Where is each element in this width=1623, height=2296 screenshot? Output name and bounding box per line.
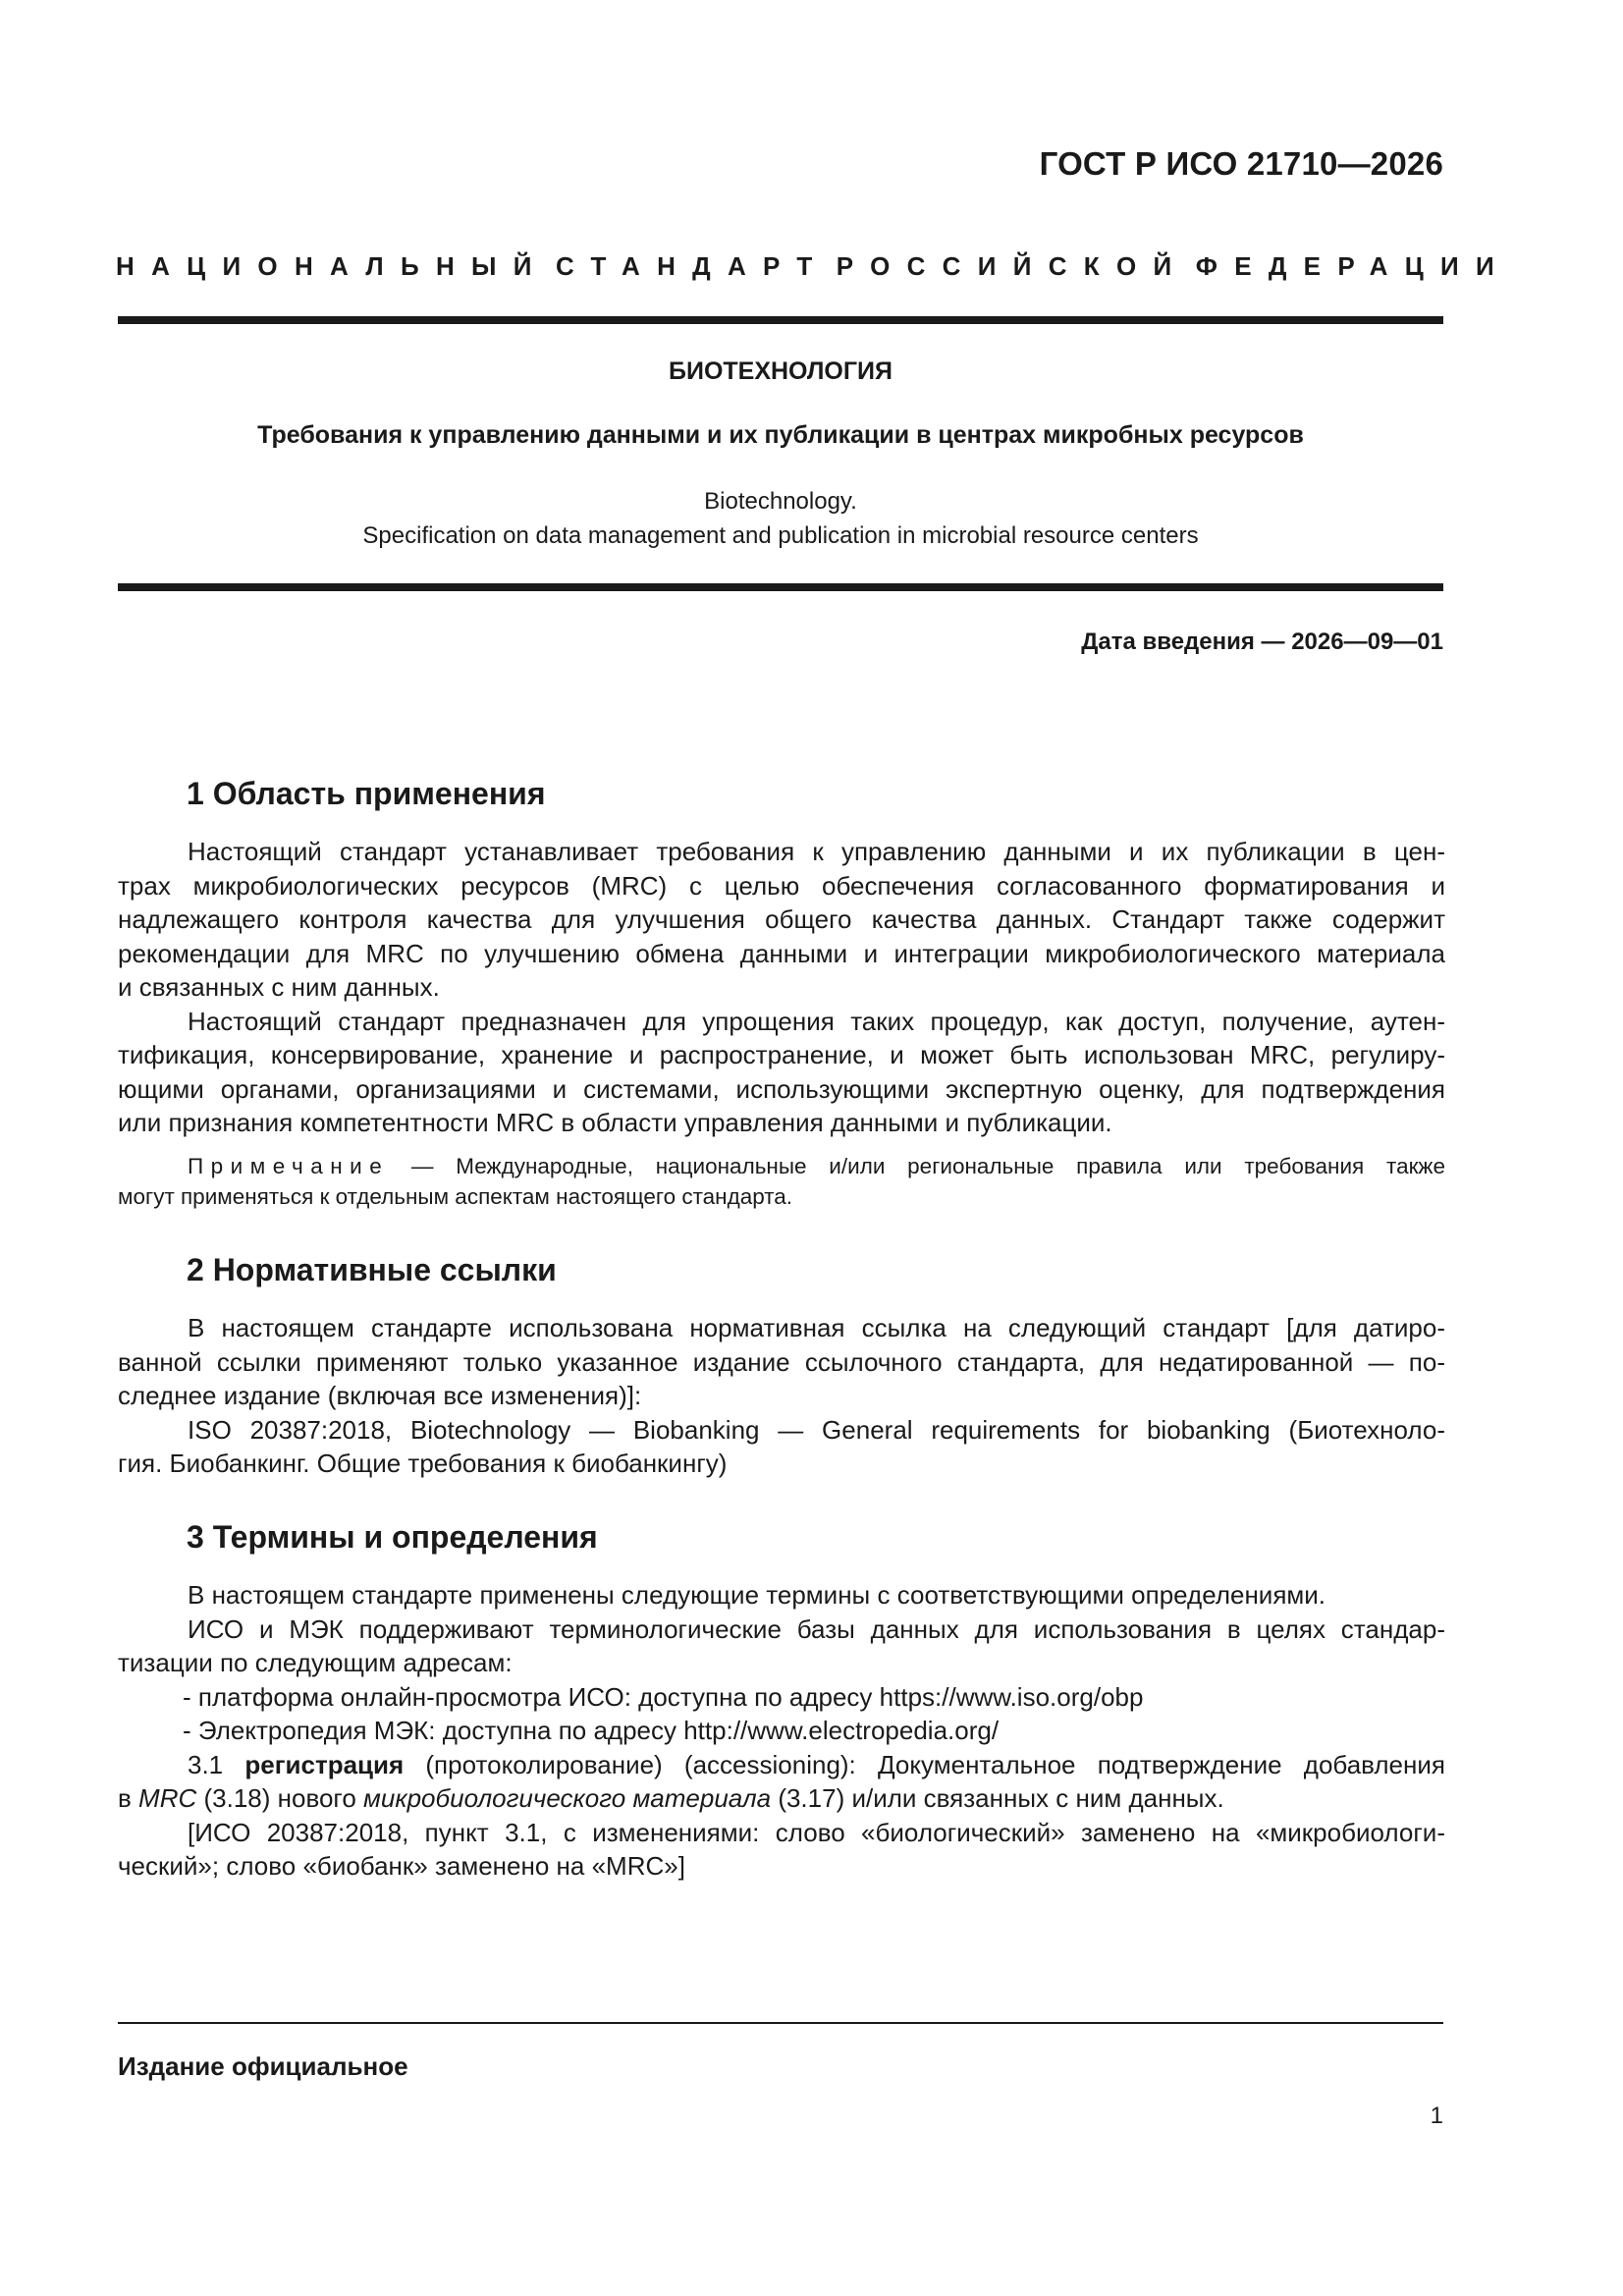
document-title: БИОТЕХНОЛОГИЯ	[669, 357, 893, 385]
text-line: следнее издание (включая все изменения)]:	[118, 1381, 642, 1410]
bullet-line: - Электропедия МЭК: доступна по адресу http://www.electropedia.org/	[183, 1716, 1000, 1745]
note-label: Примечание	[188, 1154, 390, 1178]
note-text: — Международные, национальные и/или региональные правила или требования также	[389, 1154, 1445, 1178]
title-rule	[118, 583, 1443, 591]
national-word: НАЦИОНАЛЬНЫЙ	[116, 251, 549, 281]
section-heading: 1 Область применения	[187, 776, 546, 811]
term-number: 3.1	[188, 1749, 245, 1779]
national-word: ФЕДЕРАЦИИ	[1195, 251, 1512, 281]
term-line	[118, 1748, 1445, 1782]
national-word: РОССИЙСКОЙ	[836, 251, 1189, 281]
note	[118, 1151, 1445, 1212]
text-line: или признания компетентности MRC в области управления данными и публикации.	[118, 1108, 1112, 1137]
text-line: В настоящем стандарте использована нормативная ссылка на следующий стандарт [для датиро-	[188, 1313, 1445, 1342]
term-text: (3.18) нового	[196, 1783, 364, 1813]
edition-label: Издание официальное	[118, 2051, 408, 2081]
effective-date: Дата введения — 2026—09—01	[1081, 629, 1443, 655]
footer-rule	[118, 2022, 1443, 2024]
text-line: рекомендации для MRC по улучшению обмена данными и интеграции микробиологического материала	[118, 938, 1445, 968]
term-text: (3.17) и/или связанных с ним данных.	[771, 1783, 1224, 1813]
text-line: надлежащего контроля качества для улучшения общего качества данных. Стандарт также содержит	[118, 904, 1445, 934]
note-line	[118, 1151, 1445, 1181]
bullet-line: - платформа онлайн-просмотра ИСО: доступна по адресу https://www.iso.org/obp	[183, 1681, 1144, 1712]
text-line: гия. Биобанкинг. Общие требования к биобанкингу)	[118, 1449, 728, 1478]
page-number: 1	[1430, 2103, 1443, 2129]
term-reference: MRC	[138, 1783, 197, 1813]
term-definition: (протоколирование) (accessioning): Документальное подтверждение добавления	[404, 1749, 1445, 1779]
text-line: В настоящем стандарте применены следующие термины с соответствующими определениями.	[188, 1580, 1326, 1610]
term-name: регистрация	[244, 1749, 405, 1779]
text-line: Настоящий стандарт устанавливает требования к управлению данными и их публикации в цен-	[188, 837, 1445, 866]
term-line	[118, 1781, 1445, 1816]
document-subtitle: Требования к управлению данными и их публикации в центрах микробных ресурсов	[257, 421, 1304, 449]
english-title	[118, 484, 1443, 553]
text-line: трах микробиологических ресурсов (MRC) с целью обеспечения согласованного форматирования и	[118, 870, 1445, 901]
text-line: и связанных с ним данных.	[118, 972, 440, 1002]
national-word: СТАНДАРТ	[556, 251, 830, 281]
text-line: тизации по следующим адресам:	[118, 1648, 513, 1677]
paragraph	[118, 1311, 1445, 1481]
note-line: могут применяться к отдельным аспектам настоящего стандарта.	[118, 1184, 793, 1209]
text-line: ИСО и МЭК поддерживают терминологические базы данных для использования в целях стандар-	[188, 1613, 1445, 1644]
paragraph	[118, 1578, 1445, 1884]
text-line: ISO 20387:2018, Biotechnology — Biobanking — General requirements for biobanking (Биотехноло-	[188, 1414, 1445, 1445]
text-line: тификация, консервирование, хранение и распространение, и может быть использован MRC, регулиру-	[118, 1040, 1445, 1069]
paragraph	[118, 835, 1445, 1140]
text-line: ванной ссылки применяют только указанное издание ссылочного стандарта, для недатированной — по-	[118, 1346, 1445, 1377]
source-line: ческий»; слово «биобанк» заменено на «MRC»]	[118, 1851, 685, 1881]
section-heading: 3 Термины и определения	[187, 1519, 598, 1555]
top-rule	[118, 316, 1443, 324]
text-line: ющими органами, организациями и системами, использующими экспертную оценку, для подтверждения	[118, 1073, 1445, 1104]
section-heading: 2 Нормативные ссылки	[187, 1252, 557, 1287]
english-title-line: Biotechnology.	[704, 488, 857, 515]
source-line: [ИСО 20387:2018, пункт 3.1, с изменениями: слово «биологический» заменено на «микробиологи-	[188, 1817, 1445, 1847]
document-number: ГОСТ Р ИСО 21710—2026	[1039, 145, 1443, 182]
term-text: в	[118, 1783, 139, 1813]
text-line: Настоящий стандарт предназначен для упрощения таких процедур, как доступ, получение, аутен-	[188, 1006, 1445, 1036]
term-reference: микробиологического материала	[363, 1783, 772, 1813]
national-standard-heading	[116, 251, 1512, 282]
english-title-line: Specification on data management and publication in microbial resource centers	[362, 522, 1199, 549]
